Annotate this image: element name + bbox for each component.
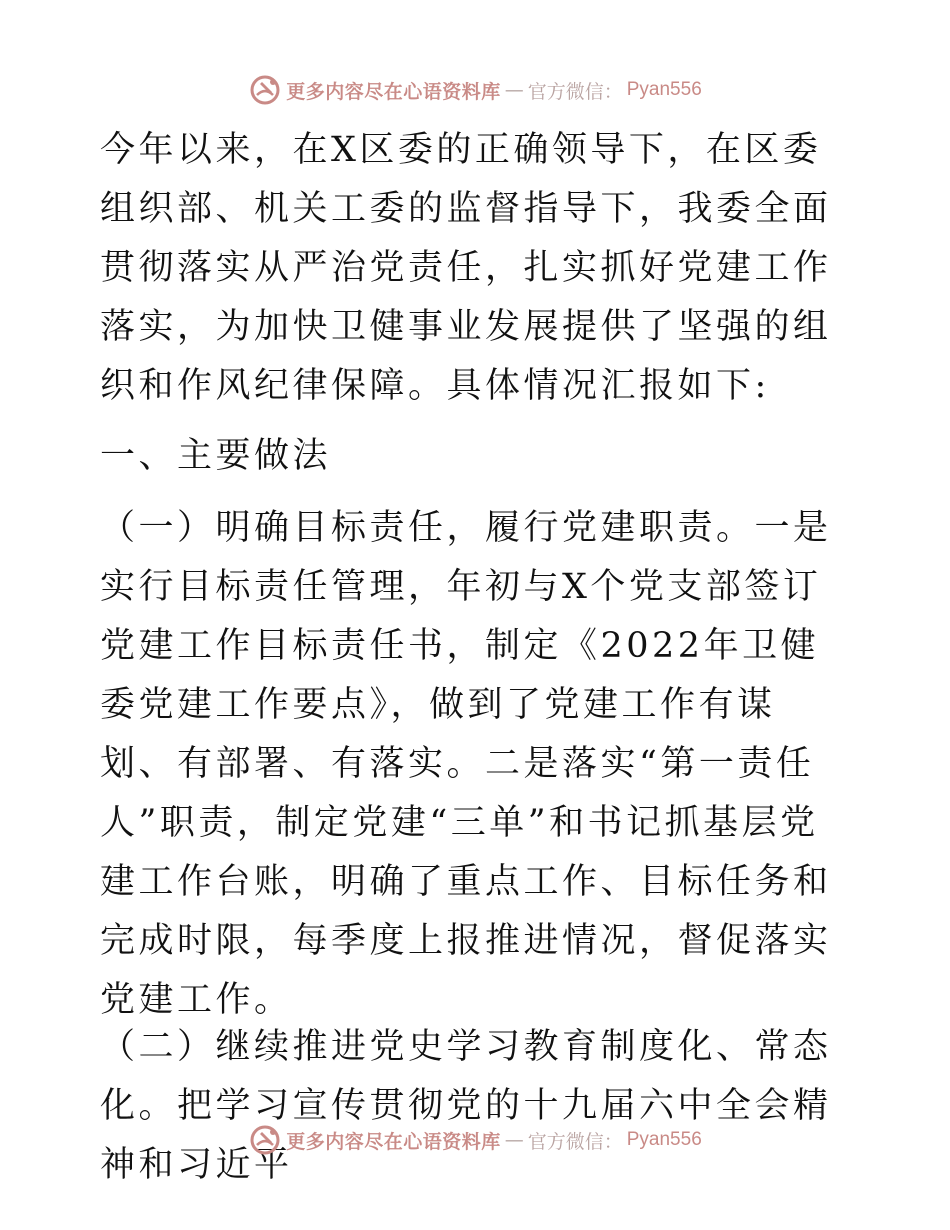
watermark-header bbox=[0, 72, 950, 108]
watermark-group bbox=[248, 1123, 702, 1157]
watermark-site-text: 更多内容尽在心语资料库 bbox=[286, 80, 501, 103]
paragraph-party-history-study: （二）继续推进党史学习教育制度化、常态化。把学习宣传贯彻党的十九届六中全会精神和习近平 bbox=[100, 1027, 832, 1185]
watermark-site-text: 更多内容尽在心语资料库 bbox=[286, 1130, 501, 1153]
watermark-official-label: 官方微信： bbox=[527, 1130, 623, 1153]
watermark-separator: — bbox=[504, 79, 524, 101]
book-pen-logo-icon bbox=[248, 1123, 282, 1157]
watermark-footer bbox=[0, 1122, 950, 1158]
watermark-group bbox=[248, 73, 702, 107]
watermark-separator: — bbox=[504, 1129, 524, 1151]
paragraph-goal-responsibility: （一）明确目标责任，履行党建职责。一是实行目标责任管理，年初与X个党支部签订党建工作目标责任书，制定《2022年卫健委党建工作要点》，做到了党建工作有谋划、有部署、有落实。二是落实“第一责任人”职责，制定党建“三单”和书记抓基层党建工作台账，明确了重点工作、目标任务和完成时限，每季度上报推进情况，督促落实党建工作。 bbox=[100, 508, 832, 1020]
book-pen-logo-icon bbox=[248, 73, 282, 107]
watermark-wechat-id: Pyan556 bbox=[626, 79, 702, 100]
watermark-official-label: 官方微信： bbox=[527, 80, 623, 103]
paragraph-intro: 今年以来，在X区委的正确领导下，在区委组织部、机关工委的监督指导下，我委全面贯彻落实从严治党责任，扎实抓好党建工作落实，为加快卫健事业发展提供了坚强的组织和作风纪律保障。具体情况汇报如下: bbox=[100, 130, 832, 406]
watermark-wechat-id: Pyan556 bbox=[626, 1129, 702, 1150]
section-heading-main-practices: 一、主要做法 bbox=[100, 436, 332, 476]
